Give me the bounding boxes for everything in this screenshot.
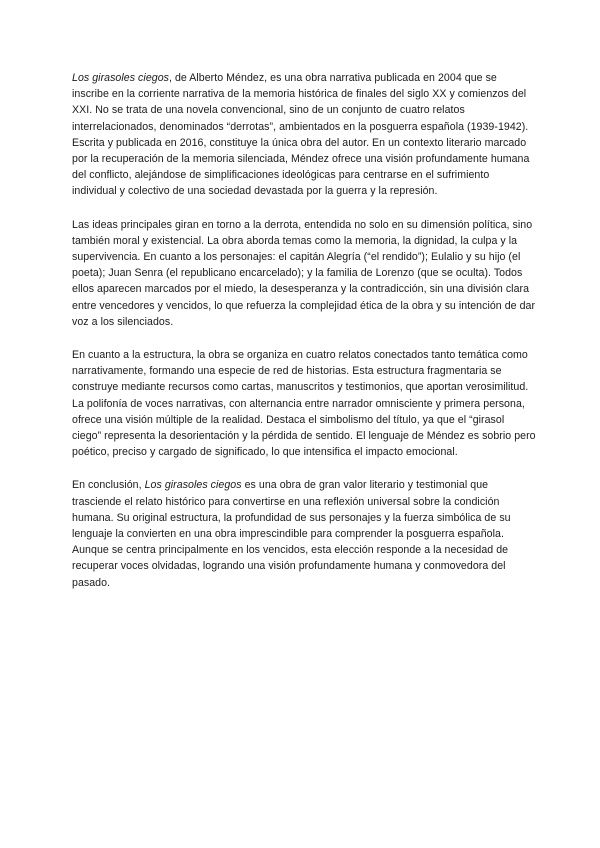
- paragraph-introduction: [72, 70, 536, 200]
- paragraph-prefix: En conclusión,: [72, 479, 145, 492]
- paragraph-text: es una obra de gran valor literario y testimonial que trasciende el relato histórico para convertirse en una reflexión universal sobre la condición humana. Su original estructura, la profundidad de sus personajes y la fuerza simbólica de su lenguaje la convierten en una obra imprescindible para comprender la posguerra española. Aunque se centra principalmente en los vencidos, esta elección responde a la necesidad de recuperar voces olvidadas, logrando una visión profundamente humana y conmovedora del pasado.: [72, 479, 511, 589]
- paragraph-text: En cuanto a la estructura, la obra se organiza en cuatro relatos conectados tanto temática como narrativamente, formando una especie de red de historias. Esta estructura fragmentaria se construye mediante recursos como cartas, manuscritos y testimonios, que aportan verosimilitud. La polifonía de voces narrativas, con alternancia entre narrador omnisciente y primera persona, ofrece una visión múltiple de la realidad. Destaca el simbolismo del título, ya que el “girasol ciego” representa la desorientación y la pérdida de sentido. El lenguaje de Méndez es sobrio pero poético, preciso y cargado de significado, lo que intensifica el impacto emocional.: [72, 349, 536, 459]
- book-title-italic: Los girasoles ciegos: [144, 479, 242, 492]
- paragraph-conclusion: [72, 477, 536, 590]
- paragraph-structure: [72, 347, 536, 460]
- book-title-italic: Los girasoles ciegos: [72, 72, 169, 84]
- paragraph-text: Las ideas principales giran en torno a la derrota, entendida no solo en su dimensión política, sino también moral y existencial. La obra aborda temas como la memoria, la dignidad, la culpa y la supervivencia. En cuanto a los personajes: el capitán Alegría (“el rendido”); Eulalio y su hijo (el poeta); Juan Senra (el republicano encarcelado); y la familia de Lorenzo (que se oculta). Todos ellos aparecen marcados por el miedo, la desesperanza y la contradicción, sin una división clara entre vencedores y vencidos, lo que refuerza la complejidad ética de la obra y su intención de dar voz a los silenciados.: [72, 218, 536, 328]
- paragraph-themes-characters: [72, 217, 536, 330]
- paragraph-text: , de Alberto Méndez, es una obra narrativa publicada en 2004 que se inscribe en la corriente narrativa de la memoria histórica de finales del siglo XX y comienzos del XXI. No se trata de una novela convencional, sino de un conjunto de cuatro relatos interrelacionados, denominados “derrotas”, ambientados en la posguerra española (1939-1942). Escrita y publicada en 2016, constituye la única obra del autor. En un contexto literario marcado por la recuperación de la memoria silenciada, Méndez ofrece una visión profundamente humana del conflicto, alejándose de simplificaciones ideológicas para centrarse en el sufrimiento individual y colectivo de una sociedad devastada por la guerra y la represión.: [72, 72, 530, 198]
